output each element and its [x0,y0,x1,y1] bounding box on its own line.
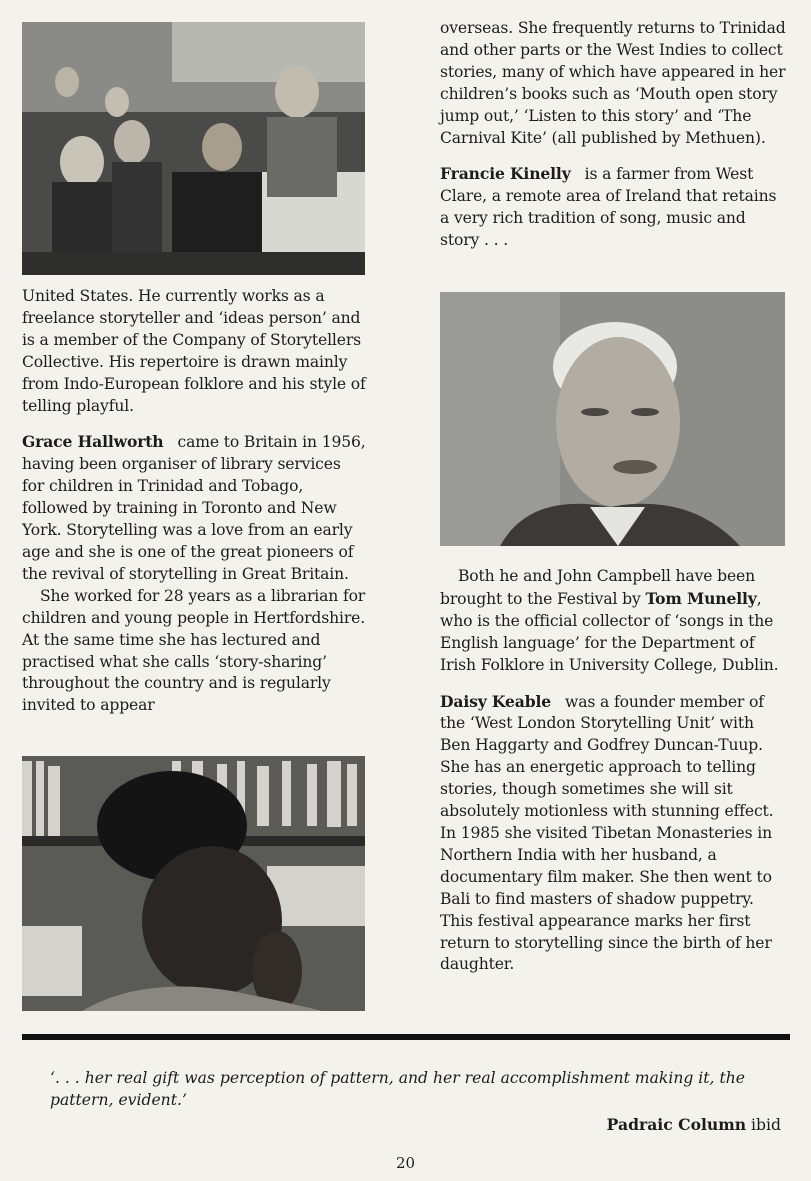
photo-storyteller-with-children [22,22,365,275]
quote-source: ibid [751,1116,781,1134]
overseas-paragraph: overseas. She frequently returns to Trinidad and other parts or the West Indies to collect stories, many of which have appeared in her children’s books such as ‘Mouth open story jump out,’ ‘Listen to this story’ and ‘The Carnival Kite’ (all published by Methuen). [440,19,786,147]
tom-name: Tom Munelly [645,588,757,608]
daisy-name: Daisy Keable [440,691,552,711]
daisy-paragraph [440,691,788,977]
grace-paragraph-2: She worked for 28 years as a librarian for children and young people in Hertfordshire. At the same time she has lectured and practised what she calls ‘story-sharing’ throughout the country and is regularly invited to appear [22,586,366,715]
page-number: 20 [395,1154,416,1172]
francie-name: Francie Kinelly [440,164,571,184]
grace-paragraph [22,431,367,585]
grace-text: came to Britain in 1956, having been organiser of library services for children in Trinidad and Tobago, followed by training in Toronto and New York. Storytelling was a love from an early age and she is one of the great pioneers of the revival of storytelling in Great Britain. [22,433,366,583]
grace-name: Grace Hallworth [22,432,164,452]
francie-paragraph [440,163,788,252]
intro-paragraph: United States. He currently works as a freelance storyteller and ‘ideas person’ and is a member of the Company of Storytellers Collective. His repertoire is drawn mainly from Indo-European folklore and his style of telling playful. [22,287,366,415]
right-column-bottom [440,566,788,976]
horizontal-rule [22,1034,790,1040]
quote-author: Padraic Column [606,1115,747,1134]
francie-text: is a farmer from West Clare, a remote area of Ireland that retains a very rich tradition of song, music and story . . . [440,165,777,250]
left-column [22,286,367,717]
photo-francie-kinelly [440,292,785,546]
right-column-top [440,18,788,252]
footer-quote: ‘. . . her real gift was perception of pattern, and her real accomplishment making it, the pattern, evident.’ [50,1069,746,1109]
daisy-text: was a founder member of the ‘West London Storytelling Unit’ with Ben Haggarty and Godfrey Duncan-Tuup. She has an energetic approach to telling stories, though sometimes she will sit absolutely motionless with stunning effect. In 1985 she visited Tibetan Monasteries in Northern India with her husband, a documentary film maker. She then went to Bali to find masters of shadow puppetry. This festival appearance marks her first return to storytelling since the birth of her daughter. [440,692,774,974]
photo-grace-hallworth [22,756,365,1011]
quote-attribution [607,1115,781,1134]
both-paragraph: Both he and John Campbell have been brought to the Festival by Tom Munelly, who is the official collector of ‘songs in the English language’ for the Department of Irish Folklore in University College, Dublin. [440,567,779,674]
